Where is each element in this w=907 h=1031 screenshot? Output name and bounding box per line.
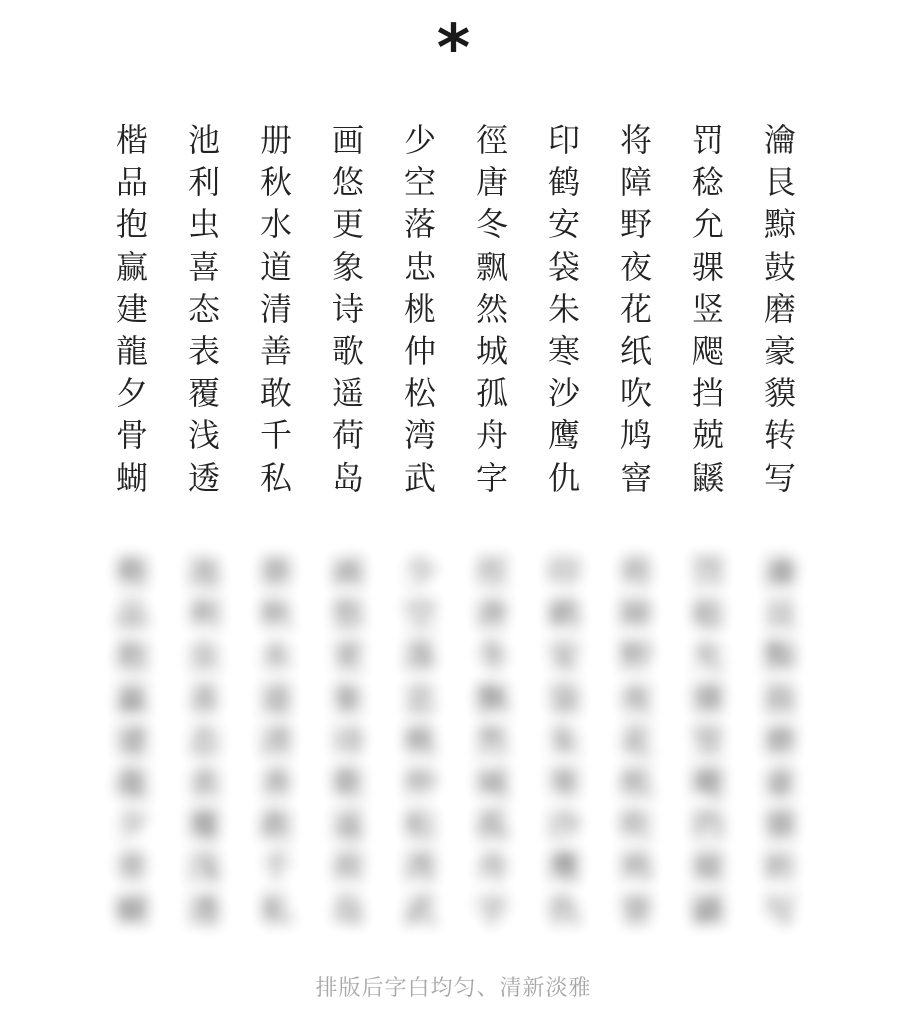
sharp-character-cell: 利 [187, 163, 220, 202]
blurred-character-cell: 诗 [331, 721, 364, 760]
sharp-character-cell: 龍 [115, 331, 148, 370]
sharp-character-cell: 水 [259, 205, 292, 244]
sharp-character-cell: 抱 [115, 205, 148, 244]
blurred-character-cell: 册 [259, 553, 292, 591]
blurred-character-cell: 建 [115, 721, 148, 760]
sharp-character-cell: 转 [763, 416, 796, 455]
blurred-character-cell: 武 [403, 890, 436, 929]
blurred-character-cell: 夕 [115, 806, 148, 845]
blurred-character-cell: 覆 [187, 806, 220, 845]
blurred-character-cell: 蝴 [115, 890, 148, 929]
sharp-character-cell: 楷 [115, 121, 148, 159]
blurred-character-cell: 袋 [547, 679, 580, 718]
blurred-character-cell: 喜 [187, 679, 220, 718]
blurred-character-cell: 冬 [475, 637, 508, 676]
sharp-character-cell: 建 [115, 289, 148, 328]
sharp-character-cell: 鼷 [691, 458, 724, 497]
blurred-character-cell: 安 [547, 637, 580, 676]
sharp-character-cell: 兢 [691, 416, 724, 455]
blurred-character-cell: 纸 [619, 763, 652, 802]
sharp-character-cell: 岛 [331, 458, 364, 497]
sharp-character-cell: 赢 [115, 247, 148, 286]
sharp-character-cell: 少 [403, 121, 436, 159]
blurred-character-cell: 仇 [547, 890, 580, 929]
sharp-character-cell: 瀹 [763, 121, 796, 159]
sharp-character-cell: 罚 [691, 121, 724, 159]
sharp-character-cell: 貘 [763, 374, 796, 413]
sharp-character-cell: 骒 [691, 247, 724, 286]
blurred-character-cell: 龍 [115, 763, 148, 802]
sharp-character-cell: 挡 [691, 374, 724, 413]
blurred-character-cell: 池 [187, 553, 220, 591]
sharp-character-cell: 私 [259, 458, 292, 497]
blurred-character-cell: 象 [331, 679, 364, 718]
sharp-character-cell: 吹 [619, 374, 652, 413]
caption-text: 排版后字白均匀、清新淡雅 [315, 976, 592, 1001]
blurred-character-cell: 表 [187, 763, 220, 802]
sharp-character-cell: 稔 [691, 163, 724, 202]
sharp-character-cell: 悠 [331, 163, 364, 202]
blurred-character-cell: 字 [475, 890, 508, 929]
blurred-character-cell: 磨 [763, 721, 796, 760]
blurred-character-cell: 唐 [475, 595, 508, 634]
blurred-character-cell: 飘 [475, 679, 508, 718]
sharp-character-cell: 袋 [547, 247, 580, 286]
blurred-character-cell: 虫 [187, 637, 220, 676]
blurred-character-cell: 黥 [763, 637, 796, 676]
sharp-character-cell: 歌 [331, 331, 364, 370]
sharp-character-cell: 飔 [691, 331, 724, 370]
blurred-character-cell: 城 [475, 763, 508, 802]
sharp-character-cell: 千 [259, 416, 292, 455]
sharp-character-cell: 册 [259, 121, 292, 159]
blurred-character-cell: 吹 [619, 806, 652, 845]
blurred-character-cell: 骨 [115, 848, 148, 887]
blurred-character-cell: 貘 [763, 806, 796, 845]
blurred-character-cell: 清 [259, 721, 292, 760]
blurred-character-cell: 艮 [763, 595, 796, 634]
sharp-character-cell: 湾 [403, 416, 436, 455]
blurred-character-cell: 兢 [691, 848, 724, 887]
sharp-character-cell: 允 [691, 205, 724, 244]
blurred-character-cell: 桃 [403, 721, 436, 760]
blurred-character-cell: 岛 [331, 890, 364, 929]
character-grid-blurred [96, 551, 816, 931]
blurred-character-cell: 更 [331, 637, 364, 676]
blurred-character-cell: 浅 [187, 848, 220, 887]
blurred-character-cell: 挡 [691, 806, 724, 845]
blurred-character-cell: 瀹 [763, 553, 796, 591]
sharp-character-cell: 鸠 [619, 416, 652, 455]
sharp-character-cell: 喜 [187, 247, 220, 286]
sharp-character-cell: 夕 [115, 374, 148, 413]
blurred-character-cell: 沙 [547, 806, 580, 845]
blurred-character-cell: 骒 [691, 679, 724, 718]
sharp-character-cell: 障 [619, 163, 652, 202]
sharp-character-cell: 虫 [187, 205, 220, 244]
blurred-character-cell: 鹤 [547, 595, 580, 634]
sharp-character-cell: 舟 [475, 416, 508, 455]
sharp-character-cell: 印 [547, 121, 580, 159]
blurred-character-cell: 敢 [259, 806, 292, 845]
sharp-character-cell: 桃 [403, 289, 436, 328]
blurred-character-cell: 然 [475, 721, 508, 760]
blurred-character-cell: 夜 [619, 679, 652, 718]
sharp-character-cell: 仲 [403, 331, 436, 370]
sharp-character-cell: 窨 [619, 458, 652, 497]
sharp-character-cell: 象 [331, 247, 364, 286]
sharp-character-cell: 覆 [187, 374, 220, 413]
sharp-character-cell: 道 [259, 247, 292, 286]
sharp-character-cell: 鹤 [547, 163, 580, 202]
sharp-character-cell: 更 [331, 205, 364, 244]
sharp-character-cell: 荷 [331, 416, 364, 455]
blurred-character-cell: 少 [403, 553, 436, 591]
sharp-character-cell: 画 [331, 121, 364, 159]
sharp-character-cell: 花 [619, 289, 652, 328]
sharp-character-cell: 竖 [691, 289, 724, 328]
sharp-character-cell: 浅 [187, 416, 220, 455]
sharp-character-cell: 夜 [619, 247, 652, 286]
blurred-character-cell: 湾 [403, 848, 436, 887]
asterisk-symbol: * [436, 12, 471, 86]
sharp-character-cell: 城 [475, 331, 508, 370]
blurred-character-cell: 悠 [331, 595, 364, 634]
sharp-character-cell: 纸 [619, 331, 652, 370]
blurred-character-cell: 抱 [115, 637, 148, 676]
blurred-character-cell: 落 [403, 637, 436, 676]
sharp-character-cell: 飘 [475, 247, 508, 286]
blurred-character-cell: 千 [259, 848, 292, 887]
sharp-character-cell: 落 [403, 205, 436, 244]
sharp-character-cell: 艮 [763, 163, 796, 202]
blurred-character-cell: 写 [763, 890, 796, 929]
blurred-character-cell: 鹰 [547, 848, 580, 887]
blurred-character-cell: 朱 [547, 721, 580, 760]
sharp-character-cell: 秋 [259, 163, 292, 202]
blurred-character-cell: 私 [259, 890, 292, 929]
sharp-character-cell: 安 [547, 205, 580, 244]
blurred-character-cell: 秋 [259, 595, 292, 634]
blurred-character-cell: 画 [331, 553, 364, 591]
blurred-character-cell: 道 [259, 679, 292, 718]
blurred-character-cell: 稔 [691, 595, 724, 634]
sharp-character-cell: 清 [259, 289, 292, 328]
blurred-character-cell: 徑 [475, 553, 508, 591]
sharp-character-cell: 态 [187, 289, 220, 328]
sharp-character-cell: 骨 [115, 416, 148, 455]
blurred-character-cell: 鼷 [691, 890, 724, 929]
blurred-character-cell: 歌 [331, 763, 364, 802]
blurred-character-cell: 竖 [691, 721, 724, 760]
blurred-character-cell: 透 [187, 890, 220, 929]
sharp-character-cell: 仇 [547, 458, 580, 497]
sharp-character-cell: 松 [403, 374, 436, 413]
blurred-character-cell: 飔 [691, 763, 724, 802]
blurred-character-cell: 仲 [403, 763, 436, 802]
blurred-character-cell: 荷 [331, 848, 364, 887]
sharp-character-cell: 敢 [259, 374, 292, 413]
sharp-character-cell: 磨 [763, 289, 796, 328]
sharp-character-cell: 字 [475, 458, 508, 497]
blurred-character-cell: 豪 [763, 763, 796, 802]
blurred-character-cell: 楷 [115, 553, 148, 591]
sharp-character-cell: 寒 [547, 331, 580, 370]
sharp-character-cell: 忠 [403, 247, 436, 286]
sharp-character-cell: 孤 [475, 374, 508, 413]
blurred-character-cell: 印 [547, 553, 580, 591]
blurred-character-cell: 花 [619, 721, 652, 760]
blurred-character-cell: 允 [691, 637, 724, 676]
blurred-character-cell: 松 [403, 806, 436, 845]
blurred-character-cell: 寒 [547, 763, 580, 802]
blurred-character-cell: 忠 [403, 679, 436, 718]
sharp-character-cell: 蝴 [115, 458, 148, 497]
blurred-character-cell: 利 [187, 595, 220, 634]
sharp-character-cell: 善 [259, 331, 292, 370]
blurred-character-cell: 舟 [475, 848, 508, 887]
sharp-character-cell: 品 [115, 163, 148, 202]
blurred-character-cell: 鸠 [619, 848, 652, 887]
blurred-character-cell: 罚 [691, 553, 724, 591]
blurred-character-cell: 态 [187, 721, 220, 760]
blurred-character-cell: 品 [115, 595, 148, 634]
blurred-character-cell: 善 [259, 763, 292, 802]
sharp-character-cell: 写 [763, 458, 796, 497]
sharp-character-cell: 武 [403, 458, 436, 497]
blurred-character-cell: 障 [619, 595, 652, 634]
blurred-character-cell: 窨 [619, 890, 652, 929]
sharp-character-cell: 空 [403, 163, 436, 202]
blurred-character-cell: 空 [403, 595, 436, 634]
sharp-character-cell: 朱 [547, 289, 580, 328]
blurred-character-cell: 鼓 [763, 679, 796, 718]
blurred-character-cell: 野 [619, 637, 652, 676]
sharp-character-cell: 唐 [475, 163, 508, 202]
sharp-character-cell: 池 [187, 121, 220, 159]
sharp-character-cell: 表 [187, 331, 220, 370]
sharp-character-cell: 将 [619, 121, 652, 159]
sharp-character-cell: 豪 [763, 331, 796, 370]
sharp-character-cell: 沙 [547, 374, 580, 413]
blurred-character-cell: 遥 [331, 806, 364, 845]
sharp-character-cell: 透 [187, 458, 220, 497]
sharp-character-cell: 诗 [331, 289, 364, 328]
blurred-character-cell: 赢 [115, 679, 148, 718]
sharp-character-cell: 鹰 [547, 416, 580, 455]
character-grid-sharp [96, 119, 816, 499]
blurred-character-cell: 孤 [475, 806, 508, 845]
blurred-character-cell: 将 [619, 553, 652, 591]
sharp-character-cell: 遥 [331, 374, 364, 413]
blurred-character-cell: 水 [259, 637, 292, 676]
sharp-character-cell: 徑 [475, 121, 508, 159]
sharp-character-cell: 然 [475, 289, 508, 328]
sharp-character-cell: 野 [619, 205, 652, 244]
sharp-character-cell: 鼓 [763, 247, 796, 286]
sharp-character-cell: 冬 [475, 205, 508, 244]
sharp-character-cell: 黥 [763, 205, 796, 244]
blurred-character-cell: 转 [763, 848, 796, 887]
